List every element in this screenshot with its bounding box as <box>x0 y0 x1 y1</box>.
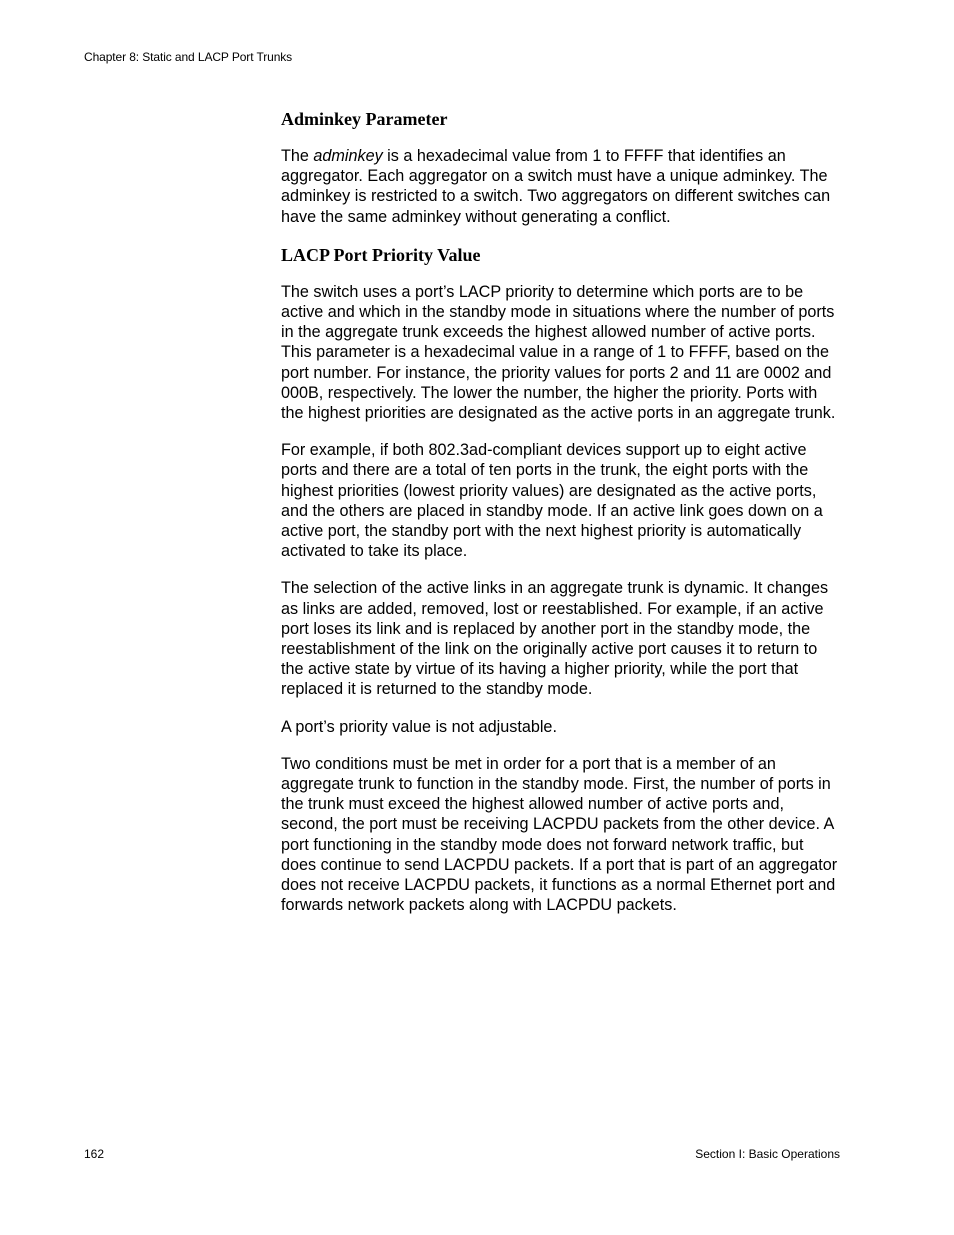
paragraph: The selection of the active links in an aggregate trunk is dynamic. It changes as links are added, removed, lost or reestablished. For example, if an active port loses its link and is replaced by another port in the standby mode, the reestablishment of the link on the originally active port causes it to return to the active state by virtue of its having a higher priority, while the port that replaced it is returned to the standby mode. <box>281 579 829 699</box>
paragraph: The switch uses a port’s LACP priority to determine which ports are to be active and which in the standby mode in situations where the number of ports in the aggregate trunk exceeds the highest allowed number of active ports. This parameter is a hexadecimal value in a range of 1 to FFFF, based on the port number. For instance, the priority values for ports 2 and 11 are 0002 and 000B, respectively. The lower the number, the higher the priority. Ports with the highest priorities are designated as the active ports in an aggregate trunk. <box>281 282 836 423</box>
paragraph: For example, if both 802.3ad-compliant devices support up to eight active ports and there are a total of ten ports in the trunk, the eight ports with the highest priorities (lowest priority values) are designated as the active ports, and the others are placed in standby mode. If an active link goes down on a active port, the standby port with the next highest priority is automatically activated to take its place. <box>281 441 823 561</box>
page-body <box>281 108 841 933</box>
paragraph: The adminkey is a hexadecimal value from 1 to FFFF that identifies an aggregator. Each aggregator on a switch must have a unique adminkey. The adminkey is restricted to a switch. Two aggregators on different switches can have the same adminkey without generating a conflict. <box>281 147 831 226</box>
paragraph: Two conditions must be met in order for a port that is a member of an aggregate trunk to function in the standby mode. First, the number of ports in the trunk must exceed the highest allowed number of active ports and, second, the port must be receiving LACPDU packets from the other device. A port functioning in the standby mode does not forward network traffic, but does continue to send LACPDU packets. If a port that is part of an aggregator does not receive LACPDU packets, it functions as a normal Ethernet port and forwards network packets along with LACPDU packets. <box>281 754 838 915</box>
running-header: Chapter 8: Static and LACP Port Trunks <box>84 50 293 64</box>
emphasis-term: adminkey <box>313 147 383 165</box>
footer-section-title: Section I: Basic Operations <box>695 1147 840 1161</box>
section-heading-adminkey: Adminkey Parameter <box>281 109 448 129</box>
paragraph: A port’s priority value is not adjustable. <box>281 717 557 736</box>
section-heading-lacp-port-priority: LACP Port Priority Value <box>281 244 481 265</box>
page-number: 162 <box>84 1147 105 1161</box>
